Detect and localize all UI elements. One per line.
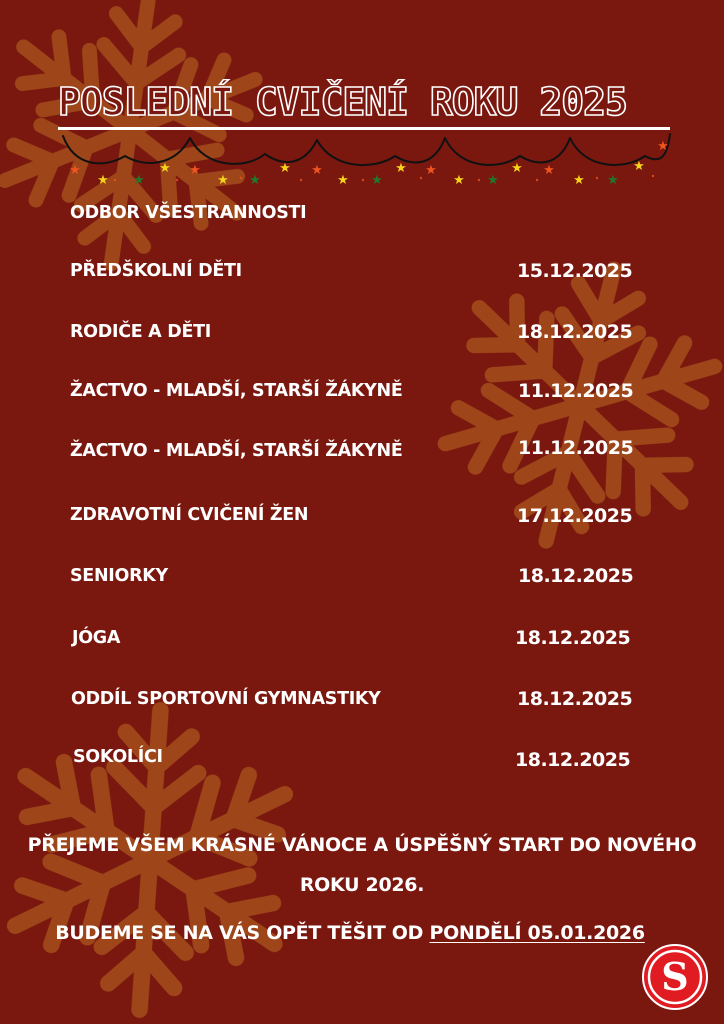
svg-text:★: ★	[573, 173, 585, 188]
return-line	[40, 922, 660, 944]
svg-text:★: ★	[311, 163, 323, 178]
svg-text:★: ★	[189, 163, 201, 178]
svg-text:★: ★	[395, 161, 407, 176]
svg-text:★: ★	[69, 163, 81, 178]
svg-text:★: ★	[511, 161, 523, 176]
svg-text:★: ★	[607, 173, 619, 188]
row-label: PŘEDŠKOLNÍ DĚTI	[70, 261, 242, 281]
logo-letter: S	[661, 954, 689, 999]
row-date: 18.12.2025	[517, 688, 633, 710]
string-lights-icon	[55, 128, 675, 194]
sokol-logo-icon	[641, 943, 709, 1011]
svg-text:★: ★	[453, 173, 465, 188]
svg-text:★: ★	[543, 163, 555, 178]
row-date: 18.12.2025	[518, 565, 634, 587]
svg-text:★: ★	[337, 173, 349, 188]
svg-text:★: ★	[249, 173, 261, 188]
row-label: RODIČE A DĚTI	[70, 322, 211, 342]
svg-text:★: ★	[279, 161, 291, 176]
svg-text:★: ★	[633, 159, 645, 174]
row-date: 11.12.2025	[518, 380, 634, 402]
row-date: 18.12.2025	[515, 749, 631, 771]
return-date: PONDĚLÍ 05.01.2026	[429, 922, 645, 944]
row-date: 15.12.2025	[517, 260, 633, 282]
row-label: SOKOLÍCI	[73, 747, 163, 767]
wish-line-1: PŘEJEME VŠEM KRÁSNÉ VÁNOCE A ÚSPĚŠNÝ START DO NOVÉHO	[27, 834, 697, 856]
row-date: 17.12.2025	[517, 505, 633, 527]
row-label: ŽACTVO - MLADŠÍ, STARŠÍ ŽÁKYNĚ	[70, 441, 403, 461]
svg-text:★: ★	[217, 173, 229, 188]
wish-line-2: ROKU 2026.	[299, 874, 425, 896]
svg-text:★: ★	[133, 173, 145, 188]
svg-text:★: ★	[657, 139, 669, 154]
row-label: JÓGA	[72, 628, 121, 648]
svg-text:★: ★	[159, 161, 171, 176]
row-date: 11.12.2025	[518, 437, 634, 459]
row-date: 18.12.2025	[517, 321, 633, 343]
svg-text:★: ★	[97, 173, 109, 188]
svg-text:★: ★	[371, 173, 383, 188]
row-date: 18.12.2025	[515, 627, 631, 649]
svg-text:★: ★	[487, 173, 499, 188]
row-label: SENIORKY	[70, 566, 168, 586]
row-label: ZDRAVOTNÍ CVIČENÍ ŽEN	[70, 505, 309, 525]
row-label: ŽACTVO - MLADŠÍ, STARŠÍ ŽÁKYNĚ	[70, 381, 403, 401]
row-label: ODDÍL SPORTOVNÍ GYMNASTIKY	[71, 689, 381, 709]
section-heading: ODBOR VŠESTRANNOSTI	[70, 203, 307, 223]
page-title: POSLEDNÍ CVIČENÍ ROKU 2025	[58, 80, 627, 124]
return-prefix: BUDEME SE NA VÁS OPĚT TĚŠIT OD	[55, 922, 430, 944]
svg-text:★: ★	[425, 163, 437, 178]
